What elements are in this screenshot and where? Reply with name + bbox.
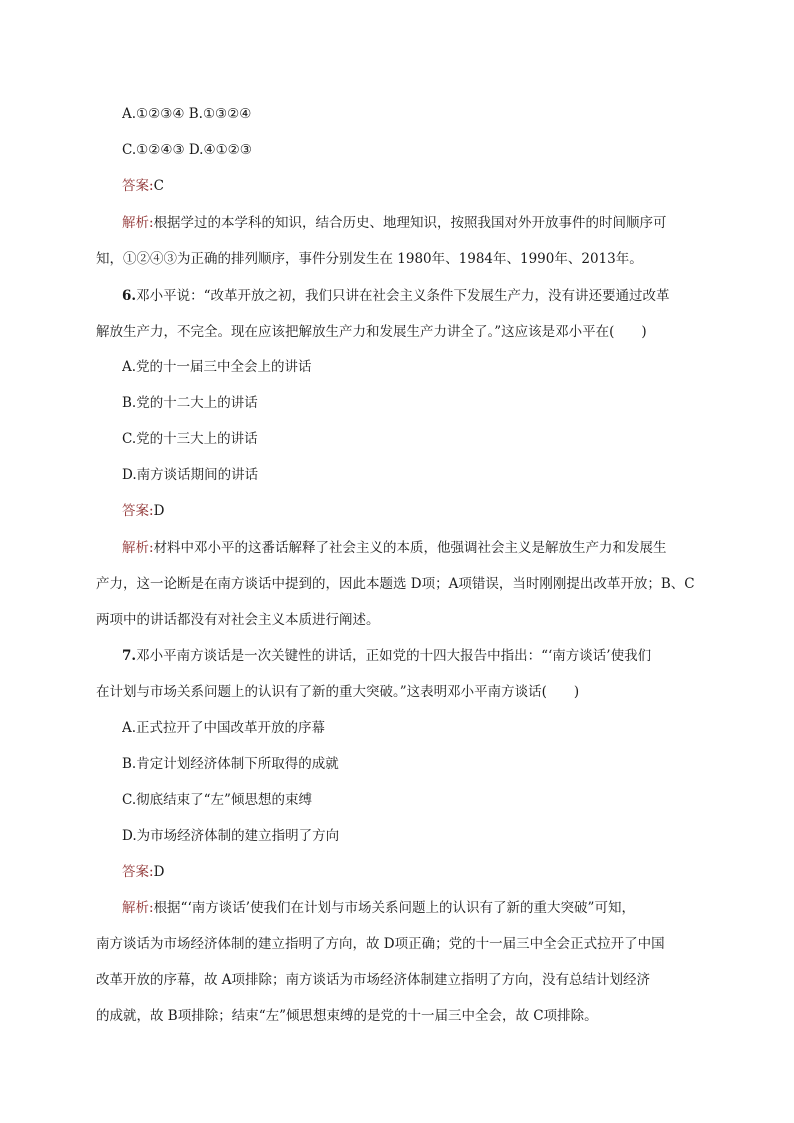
q7-option-d: D.为市场经济体制的建立指明了方向: [122, 828, 340, 844]
answer-value: D: [153, 864, 165, 880]
q6-option-d: D.南方谈话期间的讲话: [122, 467, 259, 483]
q6-option-c: C.党的十三大上的讲话: [122, 431, 258, 447]
q6-option-a: A.党的十一届三中全会上的讲话: [122, 359, 312, 375]
question-number: 6.: [122, 288, 137, 304]
q7-stem-line-2: 在计划与市场关系问题上的认识有了新的重大突破。”这表明邓小平南方谈话( ): [96, 684, 580, 700]
analysis-label: 解析:: [122, 540, 154, 556]
q6-stem-line-2: 解放生产力，不完全。现在应该把解放生产力和发展生产力讲全了。”这应该是邓小平在( ): [96, 324, 647, 340]
q6-analysis-line-1: 解析:材料中邓小平的这番话解释了社会主义的本质，他强调社会主义是解放生产力和发展生: [122, 540, 667, 556]
answer-label: 答案:: [122, 864, 154, 880]
q7-answer: [122, 862, 752, 882]
q5-analysis-line-2: 知，①②④③为正确的排列顺序，事件分别发生在 1980年、1984年、1990年、2013年。: [96, 251, 643, 267]
q5-options-cd: C.①②④③ D.④①②③: [122, 142, 252, 158]
q7-stem-line-1: 7.邓小平南方谈话是一次关键性的讲话，正如党的十四大报告中指出：“‘南方谈话’使我们: [122, 648, 652, 664]
analysis-label: 解析:: [122, 215, 154, 231]
q7-option-c: C.彻底结束了“左”倾思想的束缚: [122, 792, 312, 808]
q7-option-b: B.肯定计划经济体制下所取得的成就: [122, 756, 339, 772]
q7-analysis-line-3: 改革开放的序幕，故 A项排除；南方谈话为市场经济体制建立指明了方向，没有总结计划经济: [96, 972, 651, 988]
q5-analysis-line-1: 解析:根据学过的本学科的知识，结合历史、地理知识，按照我国对外开放事件的时间顺序可: [122, 215, 667, 231]
q6-analysis-line-2: 产力，这一论断是在南方谈话中提到的，因此本题选 D项；A项错误，当时刚刚提出改革开放；B、C: [96, 576, 695, 592]
q6-analysis-line-3: 两项中的讲话都没有对社会主义本质进行阐述。: [96, 612, 380, 628]
q6-option-b: B.党的十二大上的讲话: [122, 395, 258, 411]
answer-value: C: [153, 178, 164, 194]
q5-options-ab: A.①②③④ B.①③②④: [122, 106, 252, 122]
answer-label: 答案:: [122, 178, 154, 194]
answer-value: D: [153, 503, 165, 519]
q7-analysis-line-4: 的成就，故 B项排除；结束“左”倾思想束缚的是党的十一届三中全会，故 C项排除。: [96, 1008, 598, 1024]
question-number: 7.: [122, 648, 137, 664]
q6-answer: [122, 501, 752, 521]
analysis-label: 解析:: [122, 900, 154, 916]
q7-option-a: A.正式拉开了中国改革开放的序幕: [122, 720, 326, 736]
q6-stem-line-1: 6.邓小平说：“改革开放之初，我们只讲在社会主义条件下发展生产力，没有讲还要通过改革: [122, 288, 670, 304]
q7-analysis-line-2: 南方谈话为市场经济体制的建立指明了方向，故 D项正确；党的十一届三中全会正式拉开了中国: [96, 936, 665, 952]
answer-label: 答案:: [122, 503, 154, 519]
q7-analysis-line-1: 解析:根据“‘南方谈话’使我们在计划与市场关系问题上的认识有了新的重大突破”可知，: [122, 900, 635, 916]
q5-answer: [122, 176, 752, 196]
